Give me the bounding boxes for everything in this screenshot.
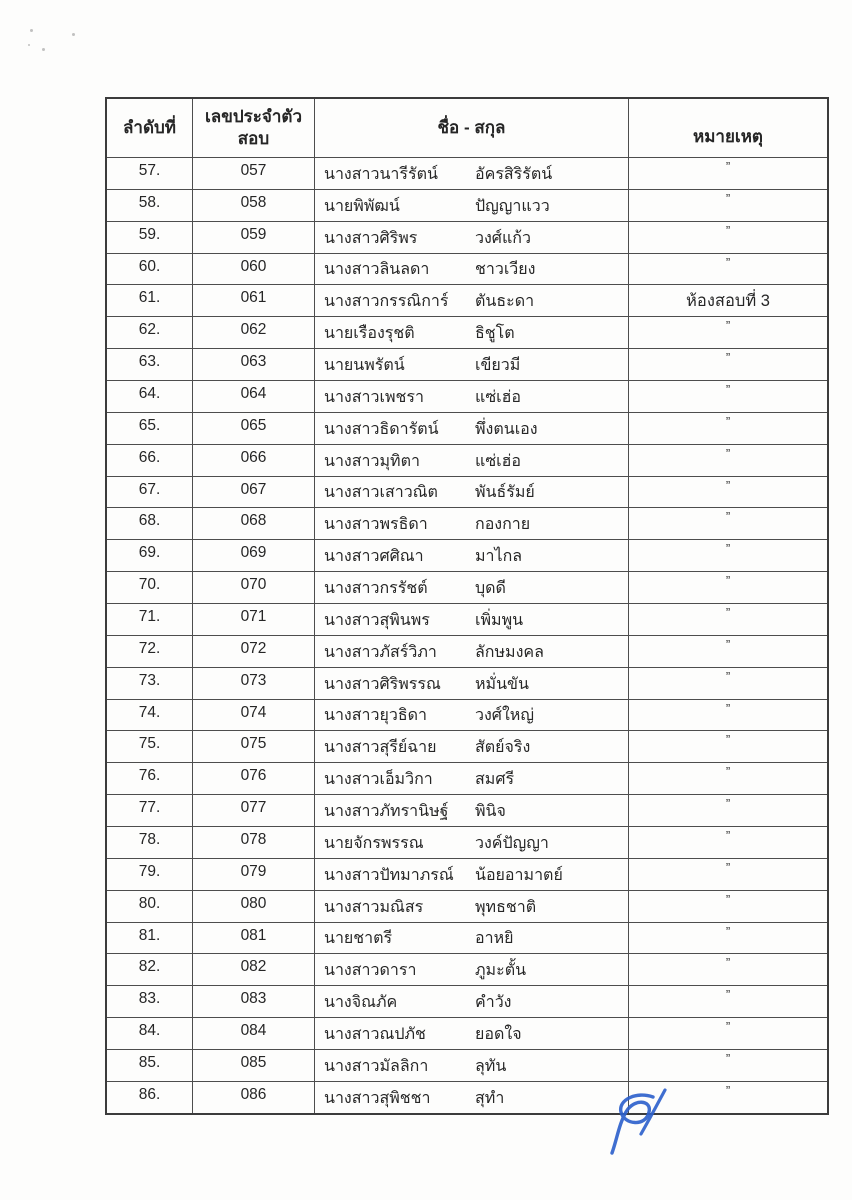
- row-number: 77.: [138, 799, 161, 817]
- candidate-first-name: นางสาวเพชรา: [324, 388, 424, 406]
- candidate-last-name: ลักษมงคล: [475, 643, 544, 661]
- candidate-name-cell: [314, 1018, 628, 1049]
- candidate-first-name: นางสาวศิริพร: [324, 229, 418, 247]
- candidate-name-cell: [314, 1082, 628, 1113]
- table-row: [107, 730, 827, 762]
- table-row: [107, 476, 827, 508]
- row-number: 57.: [138, 162, 161, 179]
- candidate-name-cell: [314, 954, 628, 985]
- remark-cell: ”: [628, 891, 827, 922]
- row-number: 71.: [138, 608, 161, 626]
- row-number: 76.: [138, 767, 161, 785]
- row-number: 65.: [138, 416, 161, 434]
- table-body: [107, 157, 827, 1113]
- candidate-first-name: นายชาตรี: [324, 930, 393, 948]
- candidate-name-cell: [314, 986, 628, 1017]
- table-row: [107, 189, 827, 221]
- exam-id: 068: [192, 508, 314, 539]
- remark-cell: ”: [628, 477, 827, 508]
- candidate-name-cell: [314, 1050, 628, 1081]
- exam-id: 062: [192, 317, 314, 348]
- table-row: [107, 699, 827, 731]
- candidate-last-name: วงศ์ใหญ่: [475, 707, 534, 725]
- table-row: [107, 253, 827, 285]
- candidate-last-name: เขียวมี: [475, 357, 521, 375]
- candidate-first-name: นางสาวศศิณา: [324, 548, 424, 566]
- candidate-name-cell: [314, 254, 628, 285]
- candidate-name-cell: [314, 668, 628, 699]
- candidate-name-cell: [314, 540, 628, 571]
- remark-cell: ”: [628, 381, 827, 412]
- candidate-first-name: นางสาวนารีรัตน์: [324, 165, 438, 183]
- row-number: 86.: [138, 1085, 161, 1103]
- candidate-last-name: คำวัง: [475, 994, 512, 1012]
- candidate-last-name: เพิ่มพูน: [475, 611, 524, 629]
- table-row: [107, 985, 827, 1017]
- candidate-first-name: นางสาวมุทิตา: [324, 452, 420, 470]
- exam-id: 084: [192, 1018, 314, 1049]
- table-row: [107, 1017, 827, 1049]
- remark-cell: ”: [628, 731, 827, 762]
- row-number: 69.: [138, 544, 161, 562]
- candidate-last-name: ยอดใจ: [475, 1026, 522, 1044]
- candidate-first-name: นางสาวพรธิดา: [324, 516, 428, 534]
- remark-cell: ”: [628, 1050, 827, 1081]
- candidate-name-cell: [314, 827, 628, 858]
- candidate-name-cell: [314, 795, 628, 826]
- remark-cell: ”: [628, 986, 827, 1017]
- remark-cell: ”: [628, 540, 827, 571]
- remark-cell: ”: [628, 636, 827, 667]
- remark-cell: ”: [628, 795, 827, 826]
- remark-cell: ”: [628, 317, 827, 348]
- header-exam-id: [192, 99, 314, 157]
- table-row: [107, 444, 827, 476]
- exam-id: 073: [192, 668, 314, 699]
- table-row: [107, 348, 827, 380]
- candidate-name-cell: [314, 381, 628, 412]
- table-row: [107, 858, 827, 890]
- candidate-first-name: นางสาวเอ็มวิกา: [324, 771, 433, 789]
- table-row: [107, 1081, 827, 1113]
- candidate-last-name: แซ่เฮ่อ: [475, 388, 522, 406]
- candidate-name-cell: [314, 285, 628, 316]
- row-number: 75.: [138, 735, 161, 753]
- exam-id: 057: [192, 158, 314, 189]
- remark-cell: ”: [628, 508, 827, 539]
- remark-cell: ”: [628, 604, 827, 635]
- table-row: [107, 539, 827, 571]
- candidate-first-name: นางจิณภัค: [324, 994, 398, 1012]
- candidate-last-name: อัครสิริรัตน์: [475, 165, 553, 183]
- table-row: [107, 922, 827, 954]
- remark-cell: ”: [628, 445, 827, 476]
- candidate-last-name: มาไกล: [475, 548, 523, 566]
- candidate-last-name: อาหยิ: [475, 930, 514, 948]
- row-number: 80.: [138, 894, 161, 912]
- exam-id: 076: [192, 763, 314, 794]
- candidate-name-cell: [314, 731, 628, 762]
- exam-id: 058: [192, 190, 314, 221]
- candidate-first-name: นางสาวณปภัช: [324, 1026, 426, 1044]
- exam-id: 071: [192, 604, 314, 635]
- candidate-first-name: นางสาวยุวธิดา: [324, 707, 427, 725]
- header-name: ชื่อ - สกุล: [314, 99, 628, 157]
- remark-cell: ”: [628, 158, 827, 189]
- scan-speck: [30, 29, 33, 32]
- table-row: [107, 762, 827, 794]
- candidate-name-cell: [314, 445, 628, 476]
- candidate-last-name: ตันธะดา: [475, 293, 535, 311]
- candidate-first-name: นางสาวสุพิชชา: [324, 1089, 431, 1107]
- remark-cell: ”: [628, 668, 827, 699]
- table-row: [107, 380, 827, 412]
- candidate-name-cell: [314, 604, 628, 635]
- candidate-first-name: นางสาวภัทรานิษฐ์: [324, 803, 449, 821]
- remark-cell: ”: [628, 700, 827, 731]
- candidate-first-name: นายจักรพรรณ: [324, 834, 424, 852]
- table-row: [107, 507, 827, 539]
- exam-id: 082: [192, 954, 314, 985]
- candidate-name-cell: [314, 222, 628, 253]
- remark-cell: ”: [628, 222, 827, 253]
- header-exam-id-line2: สอบ: [237, 129, 270, 148]
- candidate-first-name: นางสาวลินลดา: [324, 261, 430, 279]
- candidate-last-name: ลุทัน: [475, 1057, 507, 1075]
- row-number: 70.: [138, 576, 161, 594]
- table-row: [107, 667, 827, 699]
- table-row: [107, 316, 827, 348]
- row-number: 60.: [138, 257, 161, 275]
- candidate-name-cell: [314, 763, 628, 794]
- row-number: 67.: [138, 480, 161, 498]
- header-remark: หมายเหตุ: [628, 99, 827, 157]
- remark-cell: ”: [628, 827, 827, 858]
- remark-cell: ”: [628, 413, 827, 444]
- header-seq: ลำดับที่: [122, 117, 176, 137]
- exam-id: 067: [192, 477, 314, 508]
- exam-id: 063: [192, 349, 314, 380]
- candidate-first-name: นางสาวมณิสร: [324, 898, 424, 916]
- row-number: 84.: [138, 1022, 161, 1040]
- candidate-name-cell: [314, 891, 628, 922]
- candidate-last-name: กองกาย: [475, 516, 531, 534]
- header-exam-id-line1: เลขประจำตัว: [205, 106, 302, 126]
- candidate-name-cell: [314, 636, 628, 667]
- row-number: 85.: [138, 1054, 161, 1072]
- row-number: 68.: [138, 512, 161, 530]
- row-number: 83.: [138, 990, 161, 1008]
- candidate-name-cell: [314, 859, 628, 890]
- exam-id: 085: [192, 1050, 314, 1081]
- candidate-name-cell: [314, 413, 628, 444]
- exam-roster-table: [105, 97, 829, 1115]
- row-number: 82.: [138, 958, 161, 976]
- remark-cell: ”: [628, 859, 827, 890]
- candidate-last-name: ภูมะตั้น: [475, 962, 527, 980]
- candidate-first-name: นางสาวศิริพรรณ: [324, 675, 441, 693]
- exam-id: 066: [192, 445, 314, 476]
- exam-id: 077: [192, 795, 314, 826]
- exam-id: 069: [192, 540, 314, 571]
- candidate-name-cell: [314, 508, 628, 539]
- exam-id: 070: [192, 572, 314, 603]
- scan-speck: [72, 33, 75, 36]
- exam-id: 059: [192, 222, 314, 253]
- scan-speck: [42, 48, 45, 51]
- candidate-name-cell: [314, 923, 628, 954]
- candidate-last-name: สมศรี: [475, 771, 515, 789]
- candidate-name-cell: [314, 190, 628, 221]
- table-row: [107, 284, 827, 316]
- candidate-name-cell: [314, 572, 628, 603]
- table-row: [107, 157, 827, 189]
- remark-cell: ”: [628, 190, 827, 221]
- candidate-name-cell: [314, 317, 628, 348]
- candidate-name-cell: [314, 477, 628, 508]
- candidate-last-name: พันธ์รัมย์: [475, 484, 535, 502]
- table-row: [107, 635, 827, 667]
- candidate-last-name: วงศ์แก้ว: [475, 229, 531, 247]
- candidate-first-name: นางสาวกรรัชต์: [324, 580, 428, 598]
- table-row: [107, 603, 827, 635]
- exam-id: 060: [192, 254, 314, 285]
- candidate-last-name: น้อยอามาตย์: [475, 866, 563, 884]
- remark-cell: ”: [628, 349, 827, 380]
- candidate-last-name: หมั่นขัน: [475, 675, 529, 693]
- remark-cell: ”: [628, 954, 827, 985]
- candidate-last-name: สุทำ: [475, 1089, 505, 1107]
- exam-id: 083: [192, 986, 314, 1017]
- candidate-first-name: นางสาวเสาวณิต: [324, 484, 438, 502]
- candidate-last-name: วงค์ปัญญา: [475, 834, 549, 852]
- row-number: 78.: [138, 831, 161, 849]
- remark-cell: ”: [628, 572, 827, 603]
- candidate-first-name: นางสาวดารา: [324, 962, 417, 980]
- candidate-first-name: นางสาวธิดารัตน์: [324, 420, 439, 438]
- candidate-first-name: นางสาวมัลลิกา: [324, 1057, 429, 1075]
- candidate-first-name: นางสาวสุพินพร: [324, 611, 430, 629]
- row-number: 61.: [138, 289, 161, 307]
- remark-cell: ”: [628, 1082, 827, 1113]
- candidate-last-name: พึ่งตนเอง: [475, 420, 538, 438]
- row-number: 59.: [138, 225, 161, 243]
- remark-cell: ”: [628, 254, 827, 285]
- table-row: [107, 794, 827, 826]
- candidate-last-name: ปัญญาแวว: [475, 197, 550, 215]
- candidate-first-name: นายนพรัตน์: [324, 357, 405, 375]
- candidate-last-name: พุทธชาติ: [475, 898, 537, 916]
- candidate-last-name: แซ่เฮ่อ: [475, 452, 522, 470]
- exam-id: 074: [192, 700, 314, 731]
- candidate-name-cell: [314, 700, 628, 731]
- exam-id: 080: [192, 891, 314, 922]
- row-number: 62.: [138, 321, 161, 339]
- candidate-last-name: พินิจ: [475, 803, 506, 821]
- table-row: [107, 221, 827, 253]
- row-number: 72.: [138, 639, 161, 657]
- exam-id: 075: [192, 731, 314, 762]
- candidate-name-cell: [314, 349, 628, 380]
- candidate-first-name: นายเรืองรุชติ: [324, 325, 415, 343]
- table-row: [107, 826, 827, 858]
- remark-cell: ห้องสอบที่ 3: [628, 285, 827, 316]
- row-number: 81.: [138, 926, 161, 944]
- exam-id: 081: [192, 923, 314, 954]
- exam-id: 064: [192, 381, 314, 412]
- table-row: [107, 412, 827, 444]
- row-number: 74.: [138, 703, 161, 721]
- exam-id: 078: [192, 827, 314, 858]
- exam-id: 065: [192, 413, 314, 444]
- row-number: 58.: [138, 193, 161, 211]
- exam-id: 061: [192, 285, 314, 316]
- candidate-last-name: บุดดี: [475, 580, 506, 598]
- scan-speck: [28, 44, 30, 46]
- exam-id: 086: [192, 1082, 314, 1113]
- remark-cell: ”: [628, 1018, 827, 1049]
- table-row: [107, 890, 827, 922]
- row-number: 73.: [138, 671, 161, 689]
- row-number: 66.: [138, 448, 161, 466]
- row-number: 64.: [138, 385, 161, 403]
- candidate-first-name: นางสาวปัทมาภรณ์: [324, 866, 454, 884]
- table-header-row: [107, 99, 827, 157]
- remark-cell: ”: [628, 923, 827, 954]
- candidate-first-name: นางสาวภัสร์วิภา: [324, 643, 437, 661]
- candidate-first-name: นางสาวกรรณิการ์: [324, 293, 449, 311]
- table-row: [107, 953, 827, 985]
- candidate-first-name: นายพิพัฒน์: [324, 197, 400, 215]
- table-row: [107, 1049, 827, 1081]
- candidate-last-name: ธิชูโต: [475, 325, 515, 343]
- candidate-last-name: สัตย์จริง: [475, 739, 531, 757]
- candidate-name-cell: [314, 158, 628, 189]
- row-number: 63.: [138, 353, 161, 371]
- candidate-last-name: ชาวเวียง: [475, 261, 536, 279]
- exam-id: 079: [192, 859, 314, 890]
- remark-cell: ”: [628, 763, 827, 794]
- exam-id: 072: [192, 636, 314, 667]
- row-number: 79.: [138, 862, 161, 880]
- table-row: [107, 571, 827, 603]
- candidate-first-name: นางสาวสุรีย์ฉาย: [324, 739, 437, 757]
